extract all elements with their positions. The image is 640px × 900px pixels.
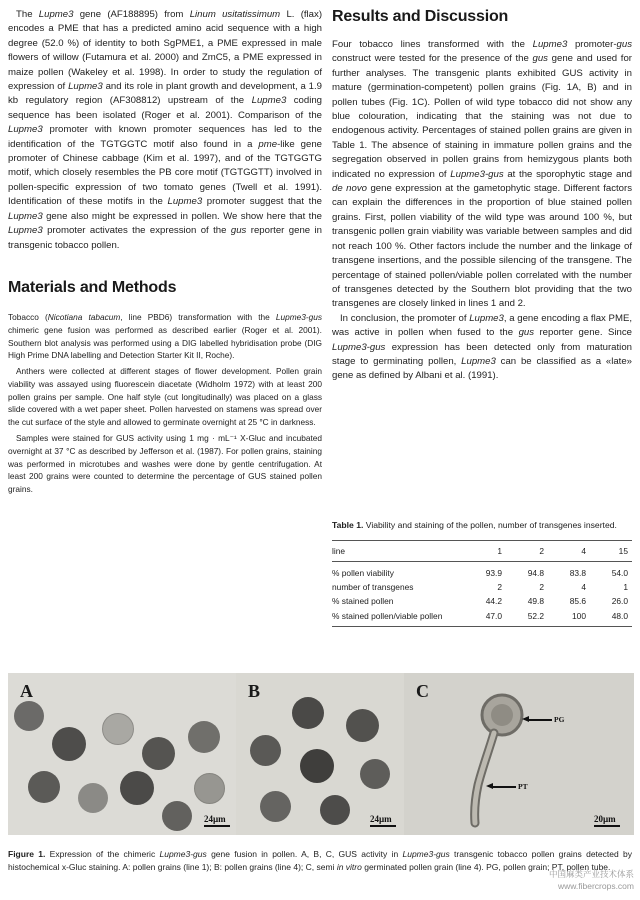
pollen-grain [360, 759, 390, 789]
table-cell: 48.0 [611, 610, 628, 621]
row-label: % stained pollen/viable pollen [332, 610, 443, 621]
table-row [332, 609, 632, 626]
pollen-grain [78, 783, 108, 813]
left-column [8, 8, 322, 496]
right-column [332, 8, 632, 384]
table-cell: 100 [572, 610, 586, 621]
results-paragraph-2: In conclusion, the promoter of Lupme3, a gene encoding a flax PME, was active in pollen when fused to the gus reporter gene. Since Lupme3-gus expression has been detected only from maturation stage to germinating pollen, Lupme3 can be classified as a «late» gene as defined by Albani et al. (1991). [332, 312, 633, 382]
table-cell: 85.6 [569, 596, 586, 607]
figure-1 [0, 673, 640, 835]
table-cell: 2 [497, 582, 502, 593]
row-label: % stained pollen [332, 596, 394, 607]
scale-label-a: 24µm [204, 814, 226, 824]
label-pt: PT [518, 782, 528, 791]
table-cell: 93.9 [485, 568, 502, 578]
table-header-col: 4 [581, 546, 586, 556]
table-header-col: 1 [497, 546, 502, 556]
figure-caption: Figure 1. Expression of the chimeric Lupme3-gus gene fusion in pollen. A, B, C, GUS activity in Lupme3-gus transgenic tobacco pollen grains detected by histochemical x-Gluc staining. A: pollen grains (line 1); B: pollen grains (line 4); C, semi in vitro germinated pollen grain (line 4). PG, pollen grain; PT, pollen tube. [8, 849, 632, 873]
pollen-grain [346, 709, 379, 742]
panel-b-letter: B [248, 681, 261, 701]
table-caption: Table 1. Viability and staining of the pollen, number of transgenes inserted. [332, 520, 617, 530]
scale-bar-c [594, 825, 620, 827]
scale-label-c: 20µm [594, 814, 616, 824]
pollen-grain [102, 713, 134, 745]
table-row [332, 595, 632, 609]
table-cell: 54.0 [611, 568, 628, 578]
methods-paragraph-1: Tobacco (Nicotiana tabacum, line PBD6) transformation with the Lupme3-gus chimeric gene fusion was performed as described earlier (Roger et al. 2001). Southern blot analysis was performed using a DIG labelled hybridisation probe (DIG High Prime DNA labelling and Detection Starter Kit II, Roche). [8, 311, 322, 361]
pollen-grain [260, 791, 291, 822]
pollen-grain [162, 801, 192, 831]
pollen-grain [320, 795, 350, 825]
arrow-pg [528, 719, 552, 721]
results-heading: Results and Discussion [332, 8, 509, 25]
table-header-label: line [332, 546, 346, 556]
row-label: % pollen viability [332, 568, 394, 578]
table-cell: 26.0 [611, 596, 628, 607]
panel-a-letter: A [20, 681, 33, 701]
table-cell: 1 [623, 582, 628, 593]
table-header-col: 2 [539, 546, 544, 556]
pollen-grain [28, 771, 60, 803]
table-cell: 4 [581, 582, 586, 593]
watermark [549, 868, 634, 892]
pollen-grain-core [491, 704, 513, 726]
table-1 [332, 519, 632, 627]
pollen-grain [188, 721, 220, 753]
table-cell: 94.8 [527, 568, 544, 578]
methods-paragraph-3: Samples were stained for GUS activity using 1 mg · mL⁻¹ X-Gluc and incubated overnight at 37 °C as described by Jefferson et al. (1987). For pollen grains, staining was performed in microtubes and washes were done by gentle centrifugation. At least 200 grains were counted to determine the percentage of GUS stained pollen grains. [8, 433, 322, 495]
intro-paragraph: The Lupme3 gene (AF188895) from Linum usitatissimum L. (flax) encodes a PME that has a predicted amino acid sequence with a high degree (52.0 %) of identity to both SgPME1, a PME expressed in male flowers of willow (Futamura et al. 2000) and ZmC5, a PME expressed in maize pollen (Wakeley et al. 1998). In order to study the regulation of expression of Lupme3 and its role in plant growth and development, a 1.9 kb regulatory region (AF308812) upstream of the Lupme3 coding sequence has been isolated (Roger et al. 2001). Comparison of the Lupme3 promoter with known promoter sequences has led to the identification of the TGTGGTC motif also found in a pme-like gene promoter of Chinese cabbage (Kim et al. 1997), and of the TGTGGTG motif, which closely resembles the PB core motif (TGTGGTT) involved in pollen-specific expression of two tomato genes (Twell et al. 1991). Identification of these motifs in the Lupme3 promoter suggest that the Lupme3 gene also might be expressed in pollen. We show here that the Lupme3 promoter activates the expression of the gus reporter gene in transgenic tobacco pollen. [8, 9, 323, 251]
pollen-grain [300, 749, 334, 783]
pollen-grain [250, 735, 281, 766]
table-header-col: 15 [618, 546, 628, 556]
watermark-line-2: www.fibercrops.com [557, 881, 634, 891]
figure-panel-c [404, 673, 634, 835]
arrow-pt [492, 786, 516, 788]
table-cell: 2 [539, 582, 544, 593]
table-cell: 47.0 [485, 610, 502, 621]
table-cell: 44.2 [485, 596, 502, 607]
table-row [332, 581, 632, 595]
methods-heading: Materials and Methods [8, 278, 177, 296]
scale-bar-a [204, 825, 230, 827]
pollen-grain [120, 771, 154, 805]
table-row [332, 562, 632, 581]
row-label: number of transgenes [332, 582, 414, 593]
pollen-grain [52, 727, 86, 761]
table-cell: 49.8 [527, 596, 544, 607]
table-cell: 52.2 [527, 610, 544, 621]
label-pg: PG [554, 715, 565, 724]
pollen-grain [14, 701, 44, 731]
pollen-tube-drawing [404, 673, 634, 835]
pollen-grain [142, 737, 175, 770]
table-cell: 83.8 [569, 568, 586, 578]
panel-c-letter: C [416, 681, 429, 701]
results-paragraph-1: Four tobacco lines transformed with the Lupme3 promoter-gus construct were tested for the presence of the gus gene and used for further analyses. The transgenic plants exhibited GUS activity in mature (germination-competent) pollen grains (Fig. 1A, B) and in pollen tubes (Fig. 1C). Pollen of wild type tobacco did not show any blue colouration, indicating that the staining was not due to endogenous activity. Percentages of stained pollen grains are given in Table 1. The absence of staining in immature pollen grains and the segregation observed in pollen grains from hemizygous plants both indicated no expression of Lupme3-gus at the sporophytic stage and de novo gene expression at the gametophytic stage. Different factors can explain the differences in the proportion of blue stained pollen grains. First, pollen viability of the wild type was around 100 %, but transgenic pollen grain viability was variable between samples and did not reach 100 %. Other factors include the number and the linkage of transgene insertions, and the possible silencing of the transgene. The percentage of stained pollen/viable pollen correlated with the number of transgenes detected by the Southern blot providing that the two transgenes are closely linked in lines 1 and 2. [332, 39, 632, 310]
scale-label-b: 24µm [370, 814, 392, 824]
watermark-line-1: 中国麻类产业技术体系 [548, 869, 634, 879]
figure-panel-a [8, 673, 236, 835]
pollen-grain [194, 773, 225, 804]
table-header-row [332, 541, 632, 562]
scale-bar-b [370, 825, 396, 827]
figure-panel-b [236, 673, 404, 835]
data-table [332, 540, 632, 627]
methods-paragraph-2: Anthers were collected at different stages of flower development. Pollen grain viability was assayed using fluorescein diacetate (Widholm 1972) with at least 200 pollen grains per sample. One half style (cut longitudinally) was placed on a glass slide covered with a wet paper sheet. Pollen harvested on stamens was spread over the cut surface of the style and allowed to germinate overnight at 25 °C in darkness. [8, 366, 322, 428]
pollen-grain [292, 697, 324, 729]
